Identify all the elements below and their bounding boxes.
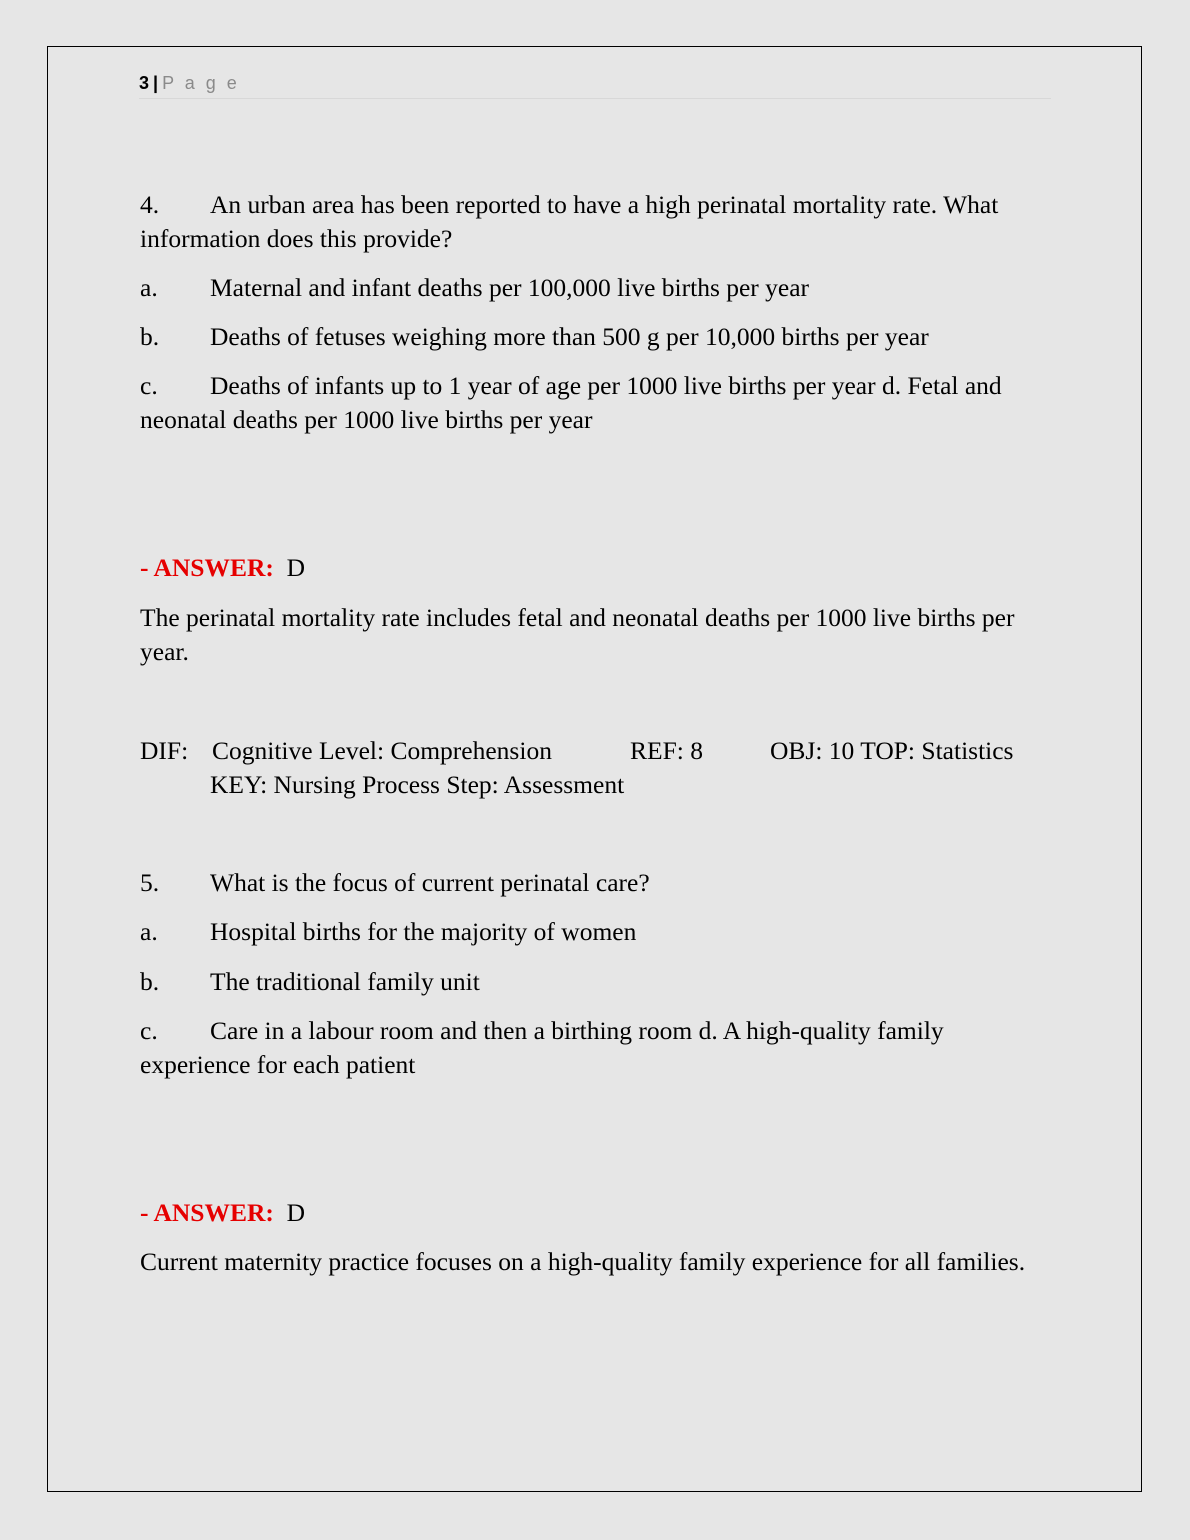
question-5 — [140, 866, 650, 900]
answer-label: - ANSWER: — [140, 1198, 274, 1227]
question-number: 4. — [140, 190, 160, 219]
q5-option-a — [140, 915, 636, 949]
option-text: Maternal and infant deaths per 100,000 live births per year — [210, 273, 810, 302]
page-separator: | — [153, 73, 159, 93]
option-label: a. — [140, 273, 158, 302]
option-label: c. — [140, 371, 158, 400]
question-4 — [140, 188, 1040, 256]
question-number: 5. — [140, 868, 160, 897]
option-text: Deaths of infants up to 1 year of age per 1000 live births per year d. Fetal and neonatal deaths per 1000 live births per year — [140, 371, 1002, 434]
dif-level: Cognitive Level: Comprehension — [212, 736, 552, 765]
option-text: Hospital births for the majority of women — [210, 917, 637, 946]
key-value: KEY: Nursing Process Step: Assessment — [210, 770, 625, 799]
ref-value: REF: 8 — [630, 736, 703, 765]
answer-value: D — [286, 553, 306, 582]
q5-option-c — [140, 1014, 1040, 1082]
answer-label: - ANSWER: — [140, 553, 274, 582]
option-label: c. — [140, 1016, 158, 1045]
question-text: What is the focus of current perinatal care? — [210, 868, 650, 897]
option-label: b. — [140, 967, 160, 996]
q5-answer — [140, 1196, 305, 1230]
obj-top-value: OBJ: 10 TOP: Statistics — [770, 736, 1014, 765]
q5-explanation: Current maternity practice focuses on a high-quality family experience for all families. — [140, 1247, 1026, 1276]
page-number: 3 — [139, 73, 150, 93]
page-header — [139, 71, 1051, 99]
option-label: b. — [140, 322, 160, 351]
q4-option-b — [140, 320, 929, 354]
q4-metadata — [140, 734, 1040, 802]
q4-option-c — [140, 369, 1040, 437]
option-text: Deaths of fetuses weighing more than 500 g per 10,000 births per year — [210, 322, 929, 351]
question-text: An urban area has been reported to have a high perinatal mortality rate. What information does this provide? — [140, 190, 999, 253]
option-text: The traditional family unit — [210, 967, 480, 996]
q4-explanation: The perinatal mortality rate includes fetal and neonatal deaths per 1000 live births per year. — [140, 603, 1015, 666]
q5-option-b — [140, 965, 480, 999]
dif-label: DIF: — [140, 736, 189, 765]
option-text: Care in a labour room and then a birthing room d. A high-quality family experience for each patient — [140, 1016, 944, 1079]
page-word: P a g e — [162, 73, 240, 93]
q4-answer — [140, 551, 305, 585]
answer-value: D — [286, 1198, 306, 1227]
q4-option-a — [140, 271, 809, 305]
option-label: a. — [140, 917, 158, 946]
